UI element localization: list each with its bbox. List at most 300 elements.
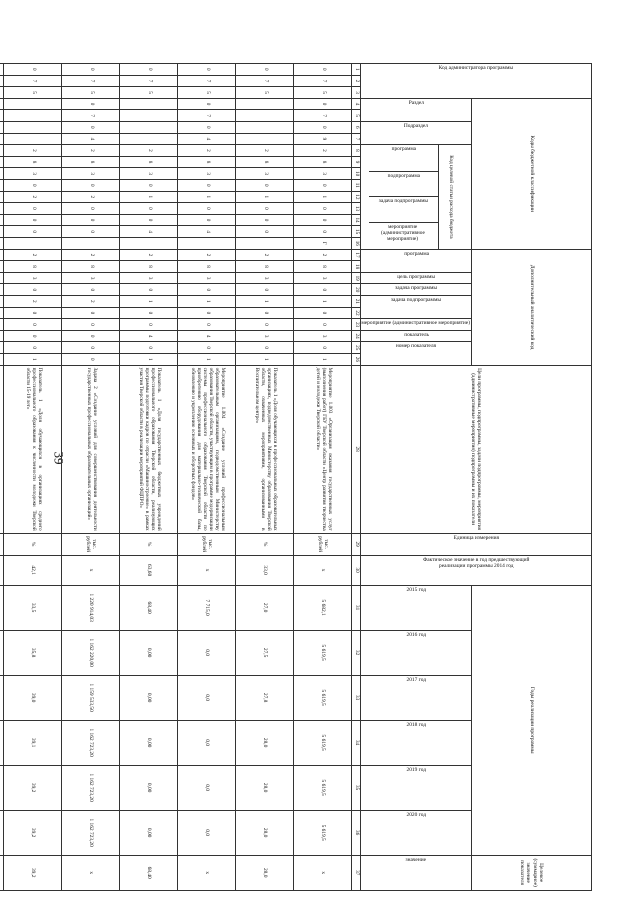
row-year-value: 0,00 [120, 675, 178, 720]
code-cell [4, 237, 62, 249]
row-year-value [0, 630, 4, 675]
row-year-value: 0,00 [120, 720, 178, 765]
code-cell: 8 [62, 156, 120, 168]
code-cell: 0 [62, 284, 120, 296]
code-cell: 3 [178, 168, 236, 180]
row-actual-value: 42,1 [4, 555, 62, 585]
row-year-value: 5 619,5 [294, 630, 352, 675]
code-cell: 0 [236, 203, 294, 215]
column-number: 33 [352, 675, 361, 720]
code-cell: 8 [294, 156, 352, 168]
column-number: 15 [352, 226, 361, 238]
column-number: 31 [352, 585, 361, 630]
row-unit: тыс. рублей [178, 533, 236, 555]
column-number: 21 [352, 296, 361, 308]
code-cell [0, 319, 4, 331]
code-cell [0, 110, 4, 122]
code-cell [0, 121, 4, 133]
header-target-article [361, 145, 472, 250]
row-name [0, 365, 4, 533]
code-cell: 0 [178, 98, 236, 110]
row-year-value: 39,2 [4, 765, 62, 810]
row-year-value: 1 162 723,20 [62, 765, 120, 810]
code-cell: 2 [294, 249, 352, 261]
code-cell: 0 [294, 98, 352, 110]
row-year-value: 0,0 [178, 765, 236, 810]
row-year-value: 27,5 [236, 630, 294, 675]
column-number: 18 [352, 261, 361, 273]
code-cell: 0 [120, 342, 178, 354]
code-cell [0, 261, 4, 273]
code-cell: 7 [4, 75, 62, 87]
code-cell: 0 [236, 64, 294, 76]
code-cell [0, 226, 4, 238]
code-cell [0, 249, 4, 261]
code-cell: 4 [178, 226, 236, 238]
code-cell: 0 [4, 307, 62, 319]
code-cell: 8 [236, 261, 294, 273]
row-year-value: 5 619,5 [294, 765, 352, 810]
code-cell: 2 [120, 145, 178, 157]
column-number: 26 [352, 354, 361, 366]
row-year-value: 5 619,5 [294, 675, 352, 720]
row-year-value: 0,00 [120, 810, 178, 855]
row-name: Показатель 1 «Доля обучающихся в профессиональных образовательных организациях, подведомственных Министерству образования Тверской области, охваченных мероприятиями, организованными в Воспитательном центре» [236, 365, 294, 533]
code-cell: 1 [178, 191, 236, 203]
column-number: 29 [352, 533, 361, 555]
row-year-value [0, 810, 4, 855]
row-unit [0, 533, 4, 555]
code-cell: 2 [4, 191, 62, 203]
code-cell: 1 [236, 354, 294, 366]
code-cell: 0 [62, 307, 120, 319]
row-year-value: 1 220 914,03 [62, 585, 120, 630]
code-cell: 2 [62, 191, 120, 203]
code-cell: 4 [120, 226, 178, 238]
code-cell: 8 [4, 156, 62, 168]
header-znachenie: значение [361, 855, 472, 890]
code-cell [178, 237, 236, 249]
code-cell: 8 [4, 261, 62, 273]
row-year-value: 7 715,0 [178, 585, 236, 630]
code-cell: 1 [4, 354, 62, 366]
table-row [120, 64, 178, 891]
column-number: 17 [352, 249, 361, 261]
code-cell [4, 110, 62, 122]
code-cell: 0 [236, 226, 294, 238]
row-name: Показатель 1 «Доля государственных бюджетных учреждений профессионального образования Тверской области, реализующих программы подготовки кадров по отрасли «Машиностроение» в рамках участия Тверской области в реализации мероприятий ФЦПРО» [120, 365, 178, 533]
column-number: 34 [352, 720, 361, 765]
row-year-value [0, 675, 4, 720]
code-cell [0, 156, 4, 168]
column-number: 24 [352, 330, 361, 342]
column-number: 6 [352, 121, 361, 133]
code-cell: 0 [62, 330, 120, 342]
code-cell: 0 [236, 179, 294, 191]
header-year-2018: 2018 год [361, 720, 472, 765]
code-cell [0, 87, 4, 99]
row-year-value: 1 162 723,20 [62, 810, 120, 855]
code-cell: 0 [120, 214, 178, 226]
column-number: 30 [352, 555, 361, 585]
code-cell [0, 179, 4, 191]
row-year-value: 27,8 [236, 675, 294, 720]
code-cell: 0 [62, 179, 120, 191]
code-cell: 0 [178, 342, 236, 354]
code-cell [4, 121, 62, 133]
code-cell: 0 [4, 179, 62, 191]
row-target-value [0, 855, 4, 890]
code-cell [0, 272, 4, 284]
code-cell [120, 121, 178, 133]
column-number: 16 [352, 237, 361, 249]
header-name: Цели программы, подпрограммы, задачи подпрограммы, мероприятия (административные мероприятия) подпрограммы и их показатели [361, 365, 592, 533]
code-cell: 0 [236, 284, 294, 296]
row-year-value: 68,40 [120, 585, 178, 630]
code-cell: 0 [236, 307, 294, 319]
code-cell: 0 [294, 214, 352, 226]
code-cell: 1 [294, 354, 352, 366]
column-number: 22 [352, 307, 361, 319]
code-cell: 0 [294, 284, 352, 296]
header-nomer-pokazatelya: номер показателя [361, 342, 472, 365]
code-cell: 8 [236, 156, 294, 168]
code-cell [0, 64, 4, 76]
code-cell [120, 133, 178, 145]
code-cell: 3 [294, 272, 352, 284]
table-row [62, 64, 120, 891]
code-cell: 2 [178, 145, 236, 157]
code-cell: 7 [62, 110, 120, 122]
rotated-sheet [24, 63, 592, 887]
row-target-value: x [62, 855, 120, 890]
code-cell: 2 [62, 296, 120, 308]
code-cell [236, 237, 294, 249]
row-year-value: 5 682,1 [294, 585, 352, 630]
code-cell: 5 [4, 87, 62, 99]
row-year-value: 39,2 [4, 810, 62, 855]
code-cell: 0 [294, 342, 352, 354]
header-dop-meropriyatie: мероприятие (административное мероприятие) [361, 319, 472, 331]
row-target-value: x [178, 855, 236, 890]
row-unit: % [120, 533, 178, 555]
header-year-2015: 2015 год [361, 585, 472, 630]
row-unit: тыс. рублей [62, 533, 120, 555]
code-cell: 8 [178, 156, 236, 168]
column-number: 25 [352, 342, 361, 354]
code-cell: 0 [120, 307, 178, 319]
code-cell: 2 [120, 249, 178, 261]
row-actual-value: x [62, 555, 120, 585]
column-number: 3 [352, 87, 361, 99]
code-cell: 0 [4, 214, 62, 226]
table-row [0, 64, 4, 891]
code-cell: 1 [120, 191, 178, 203]
row-actual-value: 33,0 [236, 555, 294, 585]
code-cell: 5 [236, 87, 294, 99]
row-year-value: 39,0 [4, 675, 62, 720]
code-cell: 0 [178, 214, 236, 226]
header-budget-classification: Коды бюджетной классификации [472, 98, 592, 249]
code-cell: 0 [62, 121, 120, 133]
code-cell: 0 [62, 319, 120, 331]
header-podrazdel: Подраздел [361, 121, 472, 144]
table-row [236, 64, 294, 891]
header-zadacha-podprogrammy: задача подпрограммы [378, 198, 429, 205]
code-cell: 1 [236, 191, 294, 203]
row-year-value: 28,0 [236, 810, 294, 855]
code-cell: 2 [4, 296, 62, 308]
code-cell: 0 [178, 307, 236, 319]
row-year-value: 28,0 [236, 765, 294, 810]
code-cell [0, 214, 4, 226]
code-cell: 3 [120, 168, 178, 180]
column-number: 10 [352, 168, 361, 180]
code-cell: 3 [120, 272, 178, 284]
header-meropriyatie: мероприятие (административное мероприятие) [381, 224, 426, 243]
code-cell: 3 [236, 330, 294, 342]
row-name: Показатель 1 «Доля обучающихся в организациях среднего профессионального образования к численности молодежи Тверской области 15-19 лет» [4, 365, 62, 533]
code-cell [120, 237, 178, 249]
code-cell [0, 330, 4, 342]
code-cell: 3 [178, 272, 236, 284]
column-number: 35 [352, 765, 361, 810]
code-cell: 8 [178, 261, 236, 273]
column-number: 14 [352, 214, 361, 226]
row-year-value: 0,00 [120, 765, 178, 810]
row-year-value: 5 619,5 [294, 810, 352, 855]
header-zadacha-programmy: задача программы [361, 284, 472, 296]
code-cell [236, 98, 294, 110]
code-cell [4, 133, 62, 145]
header-dop-zadacha-podprogrammy: задача подпрограммы [361, 296, 472, 319]
row-year-value: 33,5 [4, 585, 62, 630]
code-cell: 0 [62, 98, 120, 110]
code-cell: 0 [236, 319, 294, 331]
row-target-value: x [294, 855, 352, 890]
code-cell [236, 110, 294, 122]
code-cell: 0 [4, 64, 62, 76]
code-cell: 2 [62, 249, 120, 261]
code-cell: 3 [236, 272, 294, 284]
header-dop-programma: программа [361, 249, 472, 272]
row-year-value: 0,00 [120, 630, 178, 675]
column-number: 13 [352, 203, 361, 215]
code-cell [0, 191, 4, 203]
code-cell: 0 [294, 121, 352, 133]
code-cell: 5 [178, 87, 236, 99]
code-cell: Г [294, 237, 352, 249]
page-number: 39 [51, 451, 67, 465]
code-cell: 8 [120, 261, 178, 273]
column-number: 28 [352, 365, 361, 533]
code-cell: 3 [294, 168, 352, 180]
table-row [294, 64, 352, 891]
code-cell: 9 [294, 133, 352, 145]
header-actual: Фактическое значение в год предшествующий реализации программы 2014 год [361, 555, 592, 585]
row-unit: % [236, 533, 294, 555]
code-cell [236, 133, 294, 145]
row-year-value [0, 720, 4, 765]
code-cell: 4 [178, 133, 236, 145]
header-target: Целевое (суммарное) значение показателя [472, 855, 592, 890]
code-cell: 1 [236, 296, 294, 308]
row-year-value: 28,0 [236, 720, 294, 765]
code-cell [0, 354, 4, 366]
code-cell: 7 [178, 75, 236, 87]
code-cell: 0 [120, 64, 178, 76]
row-year-value: 5 619,5 [294, 720, 352, 765]
column-number: 2 [352, 75, 361, 87]
code-cell: 2 [4, 145, 62, 157]
header-podprogramma: подпрограмма [387, 172, 420, 179]
code-cell: 3 [62, 168, 120, 180]
column-number: 19 [352, 272, 361, 284]
column-number: 8 [352, 145, 361, 157]
column-number: 12 [352, 191, 361, 203]
code-cell [0, 203, 4, 215]
column-number: 9 [352, 156, 361, 168]
code-cell: 0 [4, 342, 62, 354]
row-year-value: 0,0 [178, 810, 236, 855]
code-cell: 4 [178, 330, 236, 342]
header-additional-analytic: Дополнительный аналитический код [472, 249, 592, 365]
code-cell: 0 [62, 64, 120, 76]
row-year-value [0, 765, 4, 810]
code-cell [0, 168, 4, 180]
header-year-2019: 2019 год [361, 765, 472, 810]
code-cell [0, 284, 4, 296]
column-number: 1 [352, 64, 361, 76]
column-number: 4 [352, 98, 361, 110]
code-cell: 2 [178, 249, 236, 261]
code-cell: 2 [62, 145, 120, 157]
code-cell [0, 145, 4, 157]
column-number: 37 [352, 855, 361, 890]
code-cell: 0 [178, 203, 236, 215]
header-years: Годы реализации программы [472, 585, 592, 855]
header-unit: Единица измерения [361, 533, 592, 555]
row-name: Задача 2 «Создание условий для совершенствования деятельности государственных профессиональных образовательных организаций» [62, 365, 120, 533]
column-number: 7 [352, 133, 361, 145]
row-actual-value: x [178, 555, 236, 585]
program-indicators-table [0, 63, 592, 891]
header-razdel: Раздел [361, 98, 472, 121]
code-cell: 3 [4, 168, 62, 180]
code-cell: 0 [4, 330, 62, 342]
code-cell: 7 [62, 75, 120, 87]
code-cell [0, 98, 4, 110]
code-cell: 2 [4, 249, 62, 261]
code-cell: 0 [294, 226, 352, 238]
table-row [178, 64, 236, 891]
code-cell: 3 [62, 272, 120, 284]
column-number: 11 [352, 179, 361, 191]
code-cell: 3 [236, 168, 294, 180]
code-cell: 0 [62, 342, 120, 354]
code-cell: 0 [62, 354, 120, 366]
table-row [4, 64, 62, 891]
code-cell: 0 [236, 342, 294, 354]
code-cell: 1 [120, 296, 178, 308]
code-cell [120, 98, 178, 110]
code-cell: 4 [120, 330, 178, 342]
row-year-value: 0,0 [178, 720, 236, 765]
column-number: 32 [352, 630, 361, 675]
code-cell: 8 [120, 156, 178, 168]
code-cell [0, 296, 4, 308]
row-year-value: 0,0 [178, 630, 236, 675]
row-year-value: 1 162 723,20 [62, 720, 120, 765]
code-cell: 1 [178, 296, 236, 308]
code-cell: 0 [120, 319, 178, 331]
code-cell: 0 [236, 214, 294, 226]
code-cell [0, 307, 4, 319]
row-year-value: 0,0 [178, 675, 236, 720]
column-number: 36 [352, 810, 361, 855]
row-year-value: 39,1 [4, 720, 62, 765]
code-cell: 7 [294, 75, 352, 87]
code-cell: 1 [178, 354, 236, 366]
code-cell: 0 [62, 214, 120, 226]
header-program-code: Код администратора программы [361, 64, 592, 99]
row-year-value: 27,0 [236, 585, 294, 630]
code-cell: 5 [120, 87, 178, 99]
code-cell: 0 [4, 203, 62, 215]
row-year-value: 1 159 533,50 [62, 675, 120, 720]
code-cell: 0 [62, 203, 120, 215]
code-cell: 5 [294, 87, 352, 99]
code-cell: 7 [120, 75, 178, 87]
code-cell: 3 [294, 330, 352, 342]
row-name: Мероприятие 1.004 «Создание условий профессиональным образовательным организациям, подведомственным Министерству образования Тверской области, участвующим в программе модернизации системы профессионального образования Тверской области по приобретению оборудования для материально-технической базы, обновлению и укреплению основных и оборотных фондов» [178, 365, 236, 533]
code-cell: 0 [4, 319, 62, 331]
row-target-value: 28,0 [236, 855, 294, 890]
row-unit: % [4, 533, 62, 555]
code-cell [236, 121, 294, 133]
code-cell: 0 [120, 203, 178, 215]
code-cell: 8 [294, 261, 352, 273]
code-cell: 0 [294, 319, 352, 331]
code-cell: 0 [178, 64, 236, 76]
code-cell [0, 75, 4, 87]
row-name: Мероприятие 1.003 «Организация оказания государственных услуг (выполнения работ) ГБУ Тверской области «Центр развития творчества детей и молодежи Тверской области» [294, 365, 352, 533]
header-pokazatel: показатель [361, 330, 472, 342]
code-cell: 7 [294, 110, 352, 122]
column-number: 5 [352, 110, 361, 122]
code-cell: 5 [62, 87, 120, 99]
code-cell [0, 237, 4, 249]
code-cell: 1 [120, 354, 178, 366]
code-cell: 2 [294, 145, 352, 157]
sheet-viewport [24, 63, 592, 887]
column-number: 23 [352, 319, 361, 331]
column-number: 20 [352, 284, 361, 296]
code-cell: 1 [294, 191, 352, 203]
row-year-value [0, 585, 4, 630]
code-cell [0, 133, 4, 145]
code-cell: 0 [4, 284, 62, 296]
header-target-article-label: Код целевой статьи расхода бюджета [439, 145, 464, 249]
row-actual-value [0, 555, 4, 585]
row-year-value: 35,8 [4, 630, 62, 675]
code-cell: 0 [62, 226, 120, 238]
header-tsel-programmy: цель программы [361, 272, 472, 284]
code-cell: 0 [178, 319, 236, 331]
row-unit: тыс. рублей [294, 533, 352, 555]
row-actual-value: 63,60 [120, 555, 178, 585]
code-cell: 0 [294, 179, 352, 191]
